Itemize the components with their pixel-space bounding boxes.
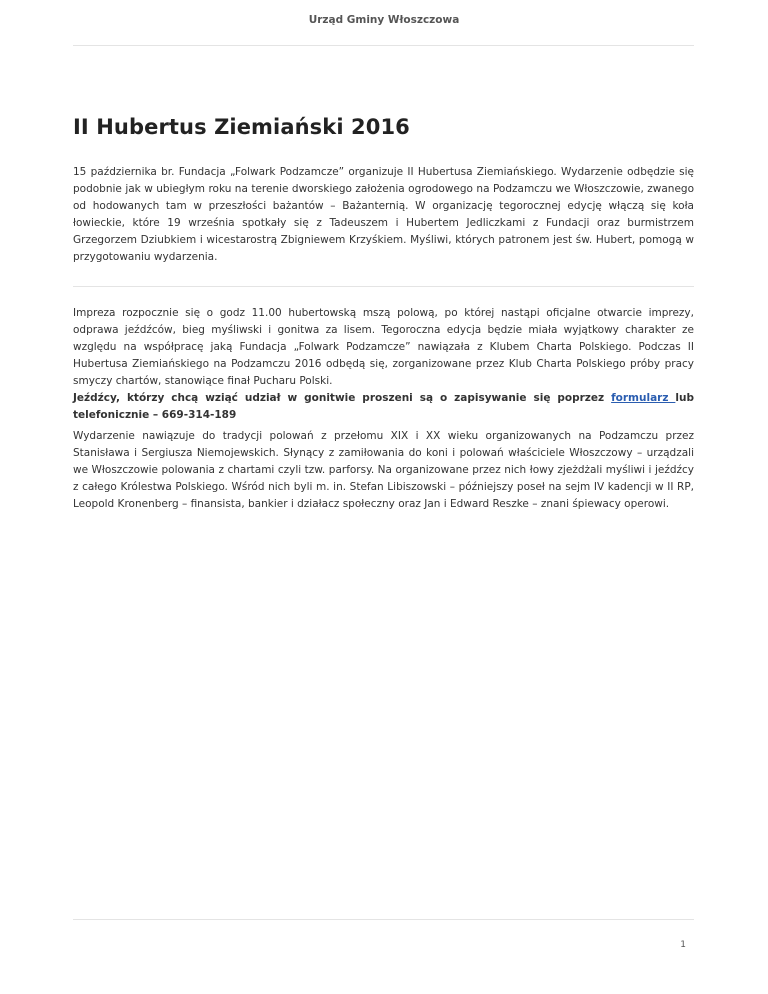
site-header-title: Urząd Gminy Włoszczowa (308, 14, 460, 26)
article-paragraph-1: 15 października br. Fundacja „Folwark Podzamcze” organizuje II Hubertusa Ziemiańskiego. Wydarzenie odbędzie się podobnie jak w ubiegłym roku na terenie dworskiego założenia ogrodowego na Podzamczu we Włoszczowie, zwanego od hodowanych tam w przeszłości bażantów – Bażanternią. W organizację tegorocznej edycję włączą się koła łowieckie, które 19 września spotkały się z Tadeuszem i Hubertem Jedliczkami z Fundacji oraz burmistrzem Grzegorzem Dziubkiem i wicestarostrą Zbigniewem Krzyśkiem. Myśliwi, których patronem jest św. Hubert, pomogą w przygotowaniu wydarzenia. (73, 166, 694, 263)
article-paragraph-2: Impreza rozpocznie się o godz 11.00 hubertowską mszą polową, po której nastąpi oficjalne otwarcie imprezy, odprawa jeźdźców, bieg myśliwski i gonitwa za lisem. Tegoroczna edycja będzie miała wyjątkowy charakter ze względu na współpracę jaką Fundacja „Folwark Podzamcze” nawiązała z Klubem Charta Polskiego. Podczas II Hubertusa Ziemiańskiego na Podzamczu 2016 odbędą się, zorganizowane przez Klub Charta Polskiego próby pracy smyczy chartów, stanowiące finał Pucharu Polski. (73, 307, 694, 387)
page-title: II Hubertus Ziemiański 2016 (73, 115, 410, 139)
header-divider (73, 45, 694, 46)
page-number: 1 (680, 940, 686, 950)
section-divider (73, 286, 694, 287)
signup-text-after: lub telefonicznie – 669-314-189 (73, 392, 694, 421)
signup-text-before: Jeźdźcy, którzy chcą wziąć udział w gonitwie proszeni są o zapisywanie się poprzez (73, 392, 612, 404)
article-paragraph-4: Wydarzenie nawiązuje do tradycji polowań z przełomu XIX i XX wieku organizowanych na Podzamczu przez Stanisława i Sergiusza Niemojewskich. Słynący z zamiłowania do koni i polowań właściciele Włoszczowy – urządzali we Włoszczowie polowania z chartami czyli tzw. parforsy. Na organizowane przez nich łowy zjeżdżali myśliwi i jeźdźcy z całego Królestwa Polskiego. Wśród nich byli m. in. Stefan Libiszowski – późniejszy poseł na sejm IV kadencji w II RP, Leopold Kronenberg – finansista, bankier i działacz społeczny oraz Jan i Edward Reszke – znani śpiewacy operowi. (73, 430, 694, 510)
signup-form-link[interactable]: formularz (611, 392, 676, 404)
signup-paragraph (73, 390, 694, 424)
footer-divider (73, 919, 694, 920)
